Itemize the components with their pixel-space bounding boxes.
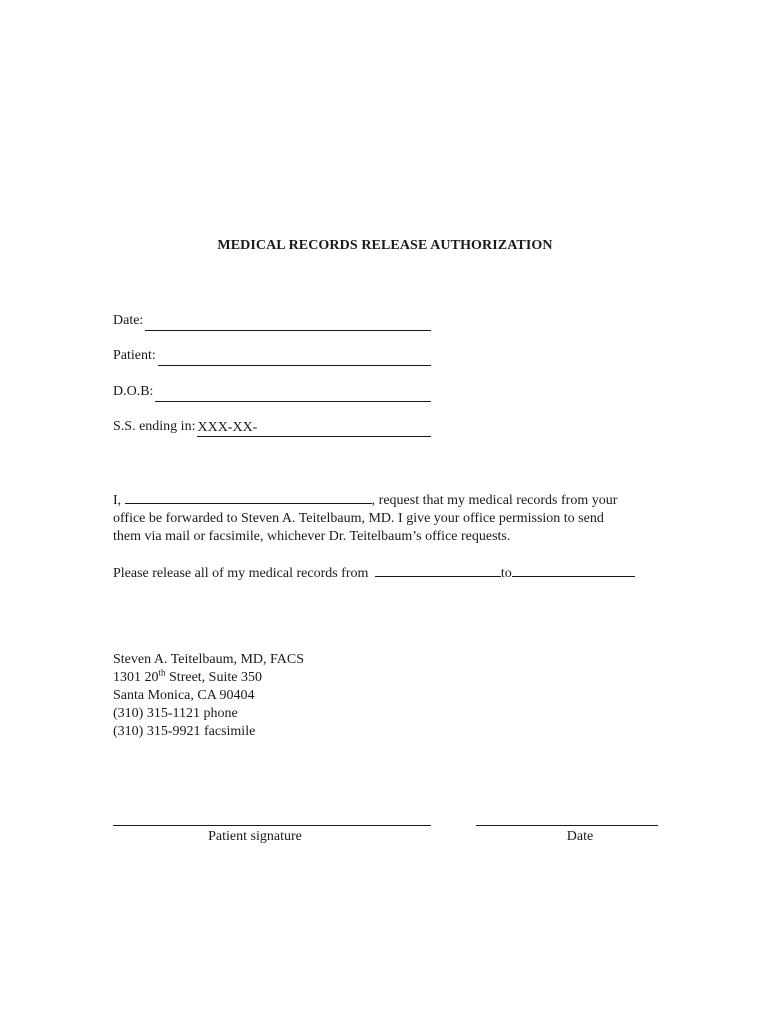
street-rest: Street, Suite 350: [165, 670, 262, 685]
doctor-name: Steven A. Teitelbaum, MD, FACS: [113, 652, 305, 667]
doctor-street: [113, 669, 304, 687]
date-field[interactable]: [113, 311, 431, 331]
patient-signature-label: Patient signature: [208, 829, 302, 844]
patient-label: Patient:: [113, 348, 156, 363]
dob-label: D.O.B:: [113, 384, 154, 399]
name-blank[interactable]: [125, 489, 372, 504]
release-from-blank[interactable]: [375, 562, 501, 577]
street-sup: th: [158, 667, 166, 678]
date-label: Date:: [113, 313, 144, 328]
dob-line[interactable]: [155, 385, 431, 402]
release-line: [113, 562, 635, 583]
date-line[interactable]: [145, 314, 431, 331]
dob-field[interactable]: [113, 382, 431, 402]
street-number: 1301 20: [113, 670, 159, 685]
request-line3: them via mail or facsimile, whichever Dr. Teitelbaum’s office requests.: [113, 529, 511, 544]
ss-line[interactable]: [197, 420, 431, 437]
patient-signature-line[interactable]: [113, 825, 431, 826]
ss-field[interactable]: [113, 417, 431, 437]
patient-field[interactable]: [113, 346, 431, 366]
doctor-address: [113, 651, 304, 741]
release-text: Please release all of my medical records from: [113, 566, 369, 581]
signature-date-label: Date: [566, 829, 594, 844]
doctor-fax: (310) 315-9921 facsimile: [113, 724, 256, 739]
request-paragraph: [113, 489, 661, 546]
doctor-phone: (310) 315-1121 phone: [113, 706, 238, 721]
request-prefix: I,: [113, 493, 122, 508]
page-title: MEDICAL RECORDS RELEASE AUTHORIZATION: [217, 238, 553, 253]
request-line1: , request that my medical records from your: [371, 493, 618, 508]
patient-line[interactable]: [158, 349, 431, 366]
release-to: to: [500, 566, 512, 581]
release-to-blank[interactable]: [512, 562, 635, 577]
signature-date-line[interactable]: [476, 825, 658, 826]
ss-label: S.S. ending in:: [113, 419, 196, 434]
ss-value: XXX-XX-: [197, 420, 258, 435]
request-line2: office be forwarded to Steven A. Teitelbaum, MD. I give your office permission to send: [113, 511, 604, 526]
doctor-city: Santa Monica, CA 90404: [113, 688, 255, 703]
